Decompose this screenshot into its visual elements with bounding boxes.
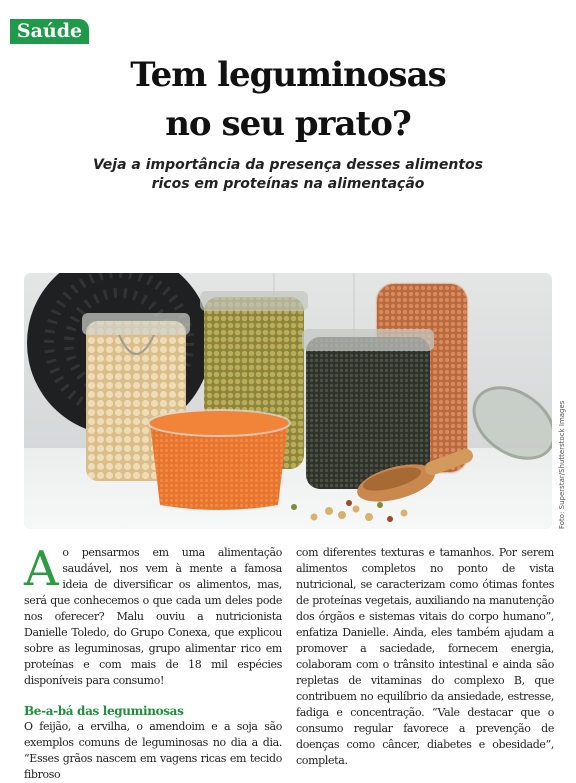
legumes-jars-photo	[24, 273, 552, 529]
subtitle-line-2: ricos em proteínas na alimentação	[151, 176, 425, 192]
article-column-right	[296, 545, 554, 769]
section-tag: Saúde	[10, 19, 89, 44]
headline-line-1: Tem leguminosas	[130, 55, 446, 95]
article-column-left	[24, 541, 282, 783]
body-paragraph-continued: com diferentes texturas e tamanhos. Por serem alimentos completos no ponto de vista nutricional, se caracterizam como ótimas fontes de proteínas vegetais, auxiliando na manutenção dos órgãos e sistemas vitais do corpo humano”, enfatiza Danielle. Ainda, eles também ajudam a promover a saciedade, fornecem energia, colaboram com o trânsito intestinal e ainda são repletas de vitaminas do complexo B, que contribuem no equilíbrio da ansiedade, estresse, fadiga e concentração. “Vale destacar que o consumo regular favorece a prevenção de doenças como câncer, diabetes e obesidade”, completa.	[296, 546, 554, 767]
photo-credit: Foto: Superstar/Shutterstock Images	[558, 400, 566, 529]
headline-line-2: no seu prato?	[165, 104, 411, 144]
dropcap: A	[24, 541, 59, 597]
intro-paragraph: o pensarmos em uma alimentação saudável, nos vem à mente a famosa ideia de diversificar os alimentos, mas, será que conhecemos o que cada um deles pode nos oferecer? Malu ouviu a nutricionista Danielle Toledo, do Grupo Conexa, que explicou sobre as leguminosas, grupo alimentar rico em proteínas e com mais de 18 mil espécies disponíveis para consumo!	[24, 546, 282, 687]
legumes-illustration	[24, 273, 552, 529]
subtitle-line-1: Veja a importância da presença desses alimentos	[92, 157, 483, 173]
body-paragraph: O feijão, a ervilha, o amendoim e a soja são exemplos comuns de leguminosas no dia a dia. “Esses grãos nascem em vagens ricas em tecido fibroso	[24, 720, 282, 781]
subheading: Be-a-bá das leguminosas	[24, 704, 184, 718]
